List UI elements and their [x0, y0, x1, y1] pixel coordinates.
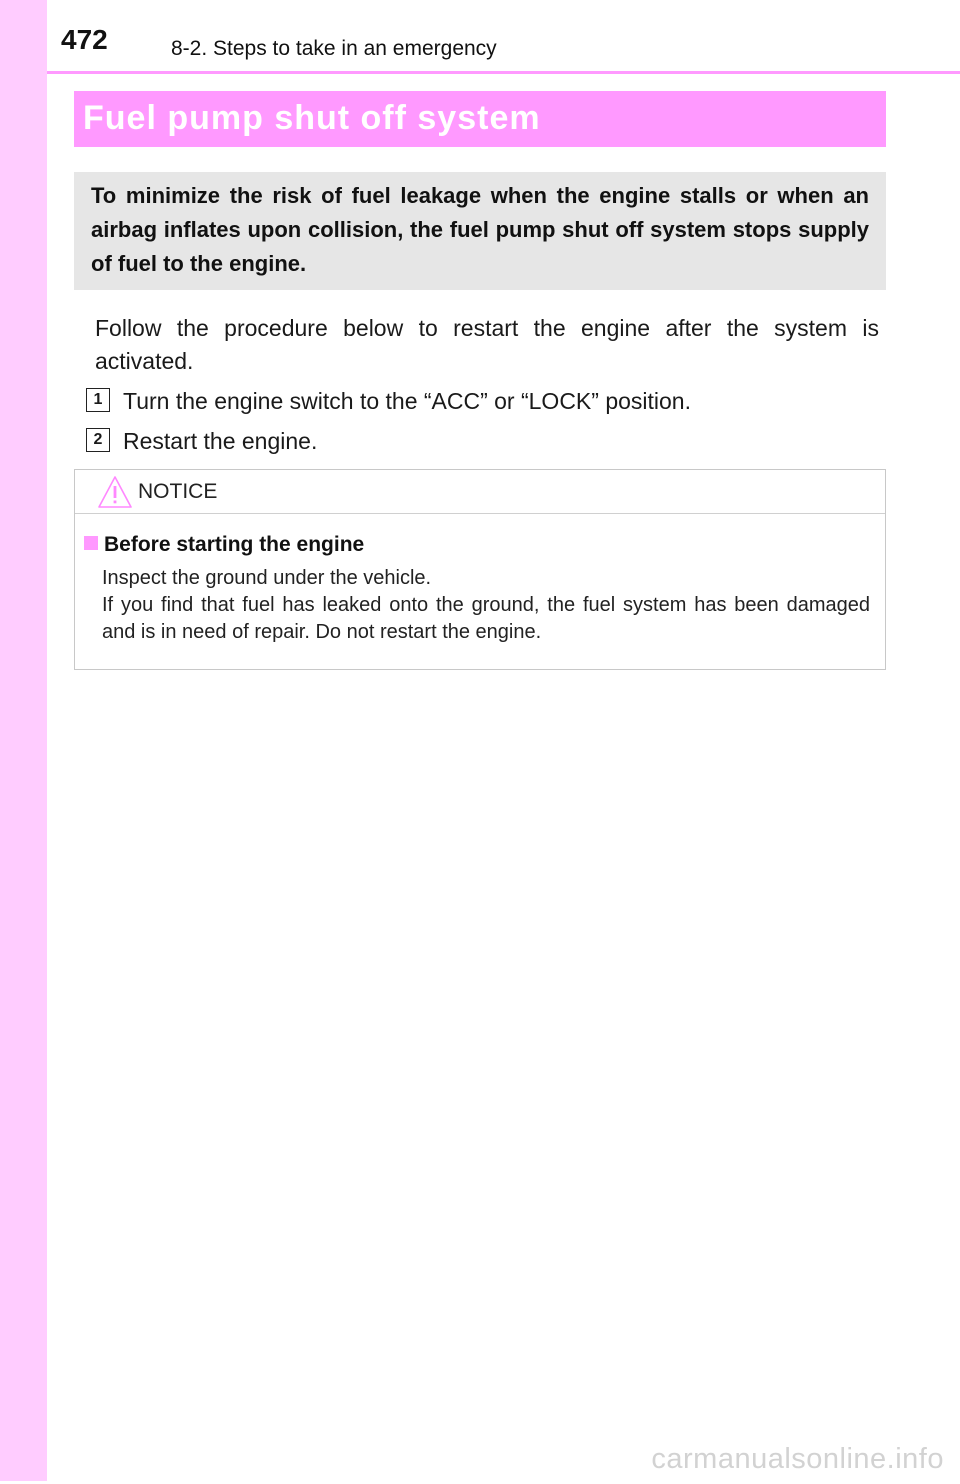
notice-item-heading — [84, 533, 364, 557]
watermark-text: carmanualsonline.info — [651, 1443, 944, 1475]
body-paragraph: Follow the procedure below to restart the engine after the system is activated. — [95, 315, 879, 374]
notice-header — [75, 470, 885, 514]
step-number-badge: 2 — [86, 428, 110, 452]
step-text: Turn the engine switch to the “ACC” or “LOCK” position. — [123, 388, 691, 414]
notice-body — [102, 565, 870, 646]
square-bullet-icon — [84, 536, 98, 550]
notice-box — [74, 469, 886, 670]
notice-line: Inspect the ground under the vehicle. — [102, 567, 432, 589]
step-text: Restart the engine. — [123, 428, 318, 454]
page-title: Fuel pump shut off system — [83, 99, 541, 137]
title-banner — [74, 91, 886, 147]
notice-label: NOTICE — [138, 480, 218, 503]
intro-text: To minimize the risk of fuel leakage when the engine stalls or when an airbag inflates upon collision, the fuel pump shut off system stops supply of fuel to the engine. — [91, 183, 869, 276]
notice-line: If you find that fuel has leaked onto the ground, the fuel system has been damaged and is in need of repair. Do not restart the engine. — [102, 594, 870, 643]
warning-triangle-icon — [97, 475, 133, 509]
intro-box — [74, 172, 886, 290]
notice-item-title: Before starting the engine — [104, 533, 365, 556]
side-color-strip — [0, 0, 47, 1481]
header-divider — [47, 71, 960, 74]
page-header — [47, 0, 960, 72]
section-reference: 8-2. Steps to take in an emergency — [171, 37, 497, 60]
page-number: 472 — [61, 24, 108, 55]
step-number-badge: 1 — [86, 388, 110, 412]
